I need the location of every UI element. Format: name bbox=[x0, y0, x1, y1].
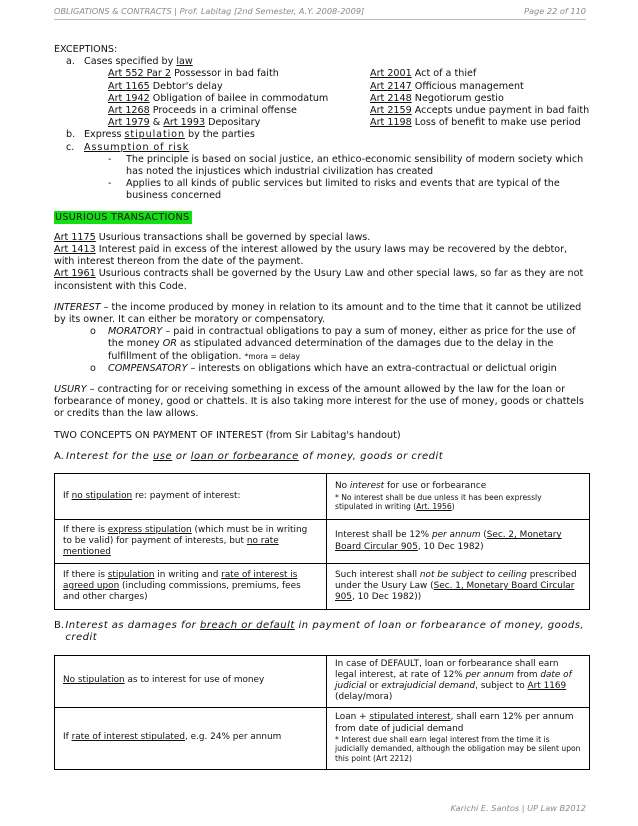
table-cell-condition: If there is express stipulation (which must be in writing to be valid) for payment of interests, but no rate mentioned bbox=[55, 520, 327, 564]
articles-list bbox=[108, 68, 590, 129]
header-title: OBLIGATIONS & CONTRACTS | Prof. Labitag [2nd Semester, A.Y. 2008-2009] bbox=[54, 6, 365, 16]
usurious-heading: USURIOUS TRANSACTIONS bbox=[54, 211, 192, 224]
table-row bbox=[55, 520, 590, 564]
article-item: Art 1942 Obligation of bailee in commodatum bbox=[108, 92, 329, 104]
table-note: * No interest shall be due unless it has been expressly stipulated in writing (Art. 1956) bbox=[335, 492, 542, 512]
table-cell-condition: If no stipulation re: payment of interest: bbox=[55, 474, 327, 520]
table-row bbox=[55, 474, 590, 520]
article-para: Art 1961 Usurious contracts shall be governed by the Usury Law and other special laws, so far as they are not inconsistent with this Code. bbox=[54, 268, 584, 292]
section-b-heading: B. Interest as damages for breach or default in payment of loan or forbearance of money, goods, credit bbox=[54, 620, 585, 644]
article-item: Art 1979 & Art 1993 Depositary bbox=[108, 117, 261, 129]
article-item: Art 1198 Loss of benefit to make use period bbox=[370, 117, 581, 129]
table-row bbox=[55, 707, 590, 769]
exception-c bbox=[66, 142, 590, 154]
exception-a-text: Cases specified by bbox=[84, 56, 177, 68]
article-item: Art 1268 Proceeds in a criminal offense bbox=[108, 105, 297, 117]
article-item: Art 2148 Negotiorum gestio bbox=[370, 92, 504, 104]
page-number: Page 22 of 110 bbox=[524, 6, 586, 16]
table-cell-condition: If there is stipulation in writing and rate of interest is agreed upon (including commissions, premiums, fees and other charges) bbox=[55, 564, 327, 610]
list-marker: c. bbox=[66, 141, 75, 153]
table-cell-condition: If rate of interest stipulated, e.g. 24% per annum bbox=[55, 707, 327, 769]
interest-item-moratory: o MORATORY – paid in contractual obligations to pay a sum of money, either as price for the use of the money OR as stipulated advanced determination of the damages due to the delay in the fulfillment of the obligation. *mora = delay bbox=[90, 326, 576, 362]
usury-definition: USURY – contracting for or receiving something in excess of the amount allowed by the law for the loan or forbearance of money, good or chattels. It is also taking more interest for the use of money, goods or chattels or credits than the law allows. bbox=[54, 384, 584, 420]
article-para: Art 1175 Usurious transactions shall be governed by special laws. bbox=[54, 231, 371, 243]
list-marker: b. bbox=[66, 129, 76, 141]
table-cell-result: Interest shall be 12% per annum (Sec. 2, Monetary Board Circular 905, 10 Dec 1982) bbox=[327, 520, 590, 564]
stipulation-link: stipulation bbox=[124, 129, 185, 141]
section-a-heading: A. Interest for the use or loan or forbearance of money, goods or credit bbox=[54, 450, 444, 462]
article-item: Art 2159 Accepts undue payment in bad faith bbox=[370, 105, 590, 117]
circle-bullet-icon: o bbox=[90, 362, 96, 374]
usurious-articles bbox=[54, 232, 590, 293]
table-row bbox=[55, 564, 590, 610]
article-item: Art 552 Par 2 Possessor in bad faith bbox=[108, 68, 279, 80]
table-cell-condition: No stipulation as to interest for use of money bbox=[55, 655, 327, 707]
article-item: Art 1165 Debtor's delay bbox=[108, 80, 223, 92]
table-interest-use bbox=[54, 473, 590, 610]
law-link: law bbox=[176, 56, 193, 68]
article-item: Art 2147 Officious management bbox=[370, 80, 524, 92]
bullet-item: - Applies to all kinds of public services but limited to risks and events that are typical of the business concerned bbox=[108, 178, 560, 202]
table-cell-result: Such interest shall not be subject to ceiling prescribed under the Usury Law (Sec. 1, Monetary Board Circular 905, 10 Dec 1982)) bbox=[327, 564, 590, 610]
two-concepts-heading: TWO CONCEPTS ON PAYMENT OF INTEREST (from Sir Labitag's handout) bbox=[54, 429, 401, 441]
assumption-of-risk: Assumption of risk bbox=[84, 141, 190, 153]
exception-a bbox=[66, 56, 590, 68]
table-cell-result: No interest for use or forbearance * No interest shall be due unless it has been expressly stipulated in writing (Art. 1956) bbox=[327, 474, 590, 520]
interest-item-compensatory: o COMPENSATORY – interests on obligations which have an extra-contractual or delictual origin bbox=[90, 362, 557, 374]
articles-left bbox=[108, 68, 370, 129]
exceptions-title: EXCEPTIONS: bbox=[54, 44, 118, 55]
interest-definition: INTEREST – the income produced by money in relation to its amount and to the time that it cannot be utilized by its owner. It can either be moratory or compensatory. bbox=[54, 301, 582, 326]
circle-bullet-icon: o bbox=[90, 326, 96, 338]
bullet-item: - The principle is based on social justice, an ethico-economic sensibility of modern society which has noted the injustices which industrial civilization has created bbox=[108, 153, 584, 178]
dash-bullet: - bbox=[108, 178, 112, 190]
exception-b: b. Express stipulation by the parties bbox=[66, 129, 255, 141]
page-header bbox=[54, 6, 586, 20]
table-interest-damages bbox=[54, 655, 590, 770]
table-cell-result: Loan + stipulated interest, shall earn 12% per annum from date of judicial demand * Interest due shall earn legal interest from the time it is judicially demanded, although the obligation may be silent upon this point (Art 2212) bbox=[327, 707, 590, 769]
table-row bbox=[55, 655, 590, 707]
page-footer: Karichi E. Santos | UP Law B2012 bbox=[450, 803, 586, 813]
table-note: * Interest due shall earn legal interest from the time it is judicially demanded, although the obligation may be silent upon this point (Art 2212) bbox=[335, 734, 581, 763]
dash-bullet: - bbox=[108, 153, 112, 165]
usurious-heading-wrap bbox=[54, 211, 590, 224]
article-item: Art 2001 Act of a thief bbox=[370, 68, 477, 80]
article-para: Art 1413 Interest paid in excess of the interest allowed by the usury laws may be recovered by the debtor, with interest thereon from the date of the payment. bbox=[54, 244, 568, 268]
page-content bbox=[54, 44, 590, 770]
table-cell-result: In case of DEFAULT, loan or forbearance shall earn legal interest, at rate of 12% per annum from date of judicial or extrajudicial demand, subject to Art 1169 (delay/mora) bbox=[327, 655, 590, 707]
articles-right bbox=[370, 68, 589, 129]
list-marker: a. bbox=[66, 56, 75, 68]
